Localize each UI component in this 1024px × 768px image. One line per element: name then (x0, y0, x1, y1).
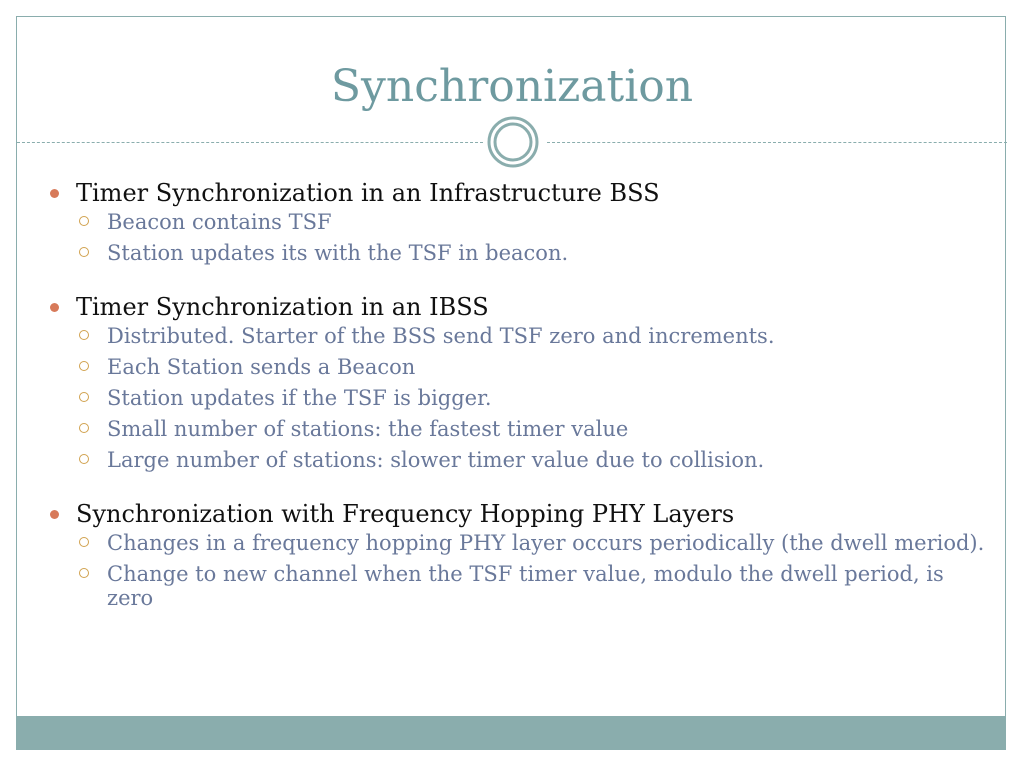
list-item-text: Change to new channel when the TSF timer value, modulo the dwell period, is zero (107, 562, 944, 610)
list-item (46, 417, 986, 441)
title-divider-left (17, 142, 483, 143)
section-gap (46, 265, 986, 290)
section-gap (46, 472, 986, 497)
list-item-text: Changes in a frequency hopping PHY layer occurs periodically (the dwell meriod). (107, 531, 985, 555)
list-item (46, 562, 986, 610)
list-item-text: Station updates if the TSF is bigger. (107, 386, 492, 410)
circle-ornament-icon (487, 116, 539, 168)
list-item (46, 386, 986, 410)
section-heading (46, 290, 986, 324)
list-item-text: Each Station sends a Beacon (107, 355, 416, 379)
bullet-ring-icon (79, 330, 89, 340)
list-item (46, 531, 986, 555)
section-heading (46, 497, 986, 531)
bullet-dot-icon (50, 303, 59, 312)
list-item (46, 241, 986, 265)
list-item-text: Large number of stations: slower timer value due to collision. (107, 448, 765, 472)
list-item-text: Beacon contains TSF (107, 210, 332, 234)
section-heading-text: Timer Synchronization in an IBSS (76, 293, 489, 321)
list-item (46, 355, 986, 379)
bullet-dot-icon (50, 510, 59, 519)
section-heading-text: Timer Synchronization in an Infrastructure BSS (76, 179, 660, 207)
slide-content (46, 176, 986, 610)
bullet-ring-icon (79, 361, 89, 371)
footer-bar (17, 716, 1006, 750)
section-infrastructure-bss (46, 176, 986, 265)
list-item-text: Distributed. Starter of the BSS send TSF zero and increments. (107, 324, 775, 348)
list-item (46, 448, 986, 472)
bullet-ring-icon (79, 568, 89, 578)
section-heading-text: Synchronization with Frequency Hopping PHY Layers (76, 500, 735, 528)
bullet-dot-icon (50, 189, 59, 198)
list-item (46, 210, 986, 234)
list-item-text: Small number of stations: the fastest timer value (107, 417, 629, 441)
slide-title: Synchronization (330, 61, 694, 112)
title-divider-right (547, 142, 1007, 143)
bullet-ring-icon (79, 247, 89, 257)
list-item-text: Station updates its with the TSF in beacon. (107, 241, 569, 265)
section-ibss (46, 290, 986, 472)
section-frequency-hopping (46, 497, 986, 610)
bullet-ring-icon (79, 216, 89, 226)
bullet-ring-icon (79, 423, 89, 433)
bullet-ring-icon (79, 537, 89, 547)
bullet-ring-icon (79, 454, 89, 464)
bullet-ring-icon (79, 392, 89, 402)
section-heading (46, 176, 986, 210)
list-item (46, 324, 986, 348)
